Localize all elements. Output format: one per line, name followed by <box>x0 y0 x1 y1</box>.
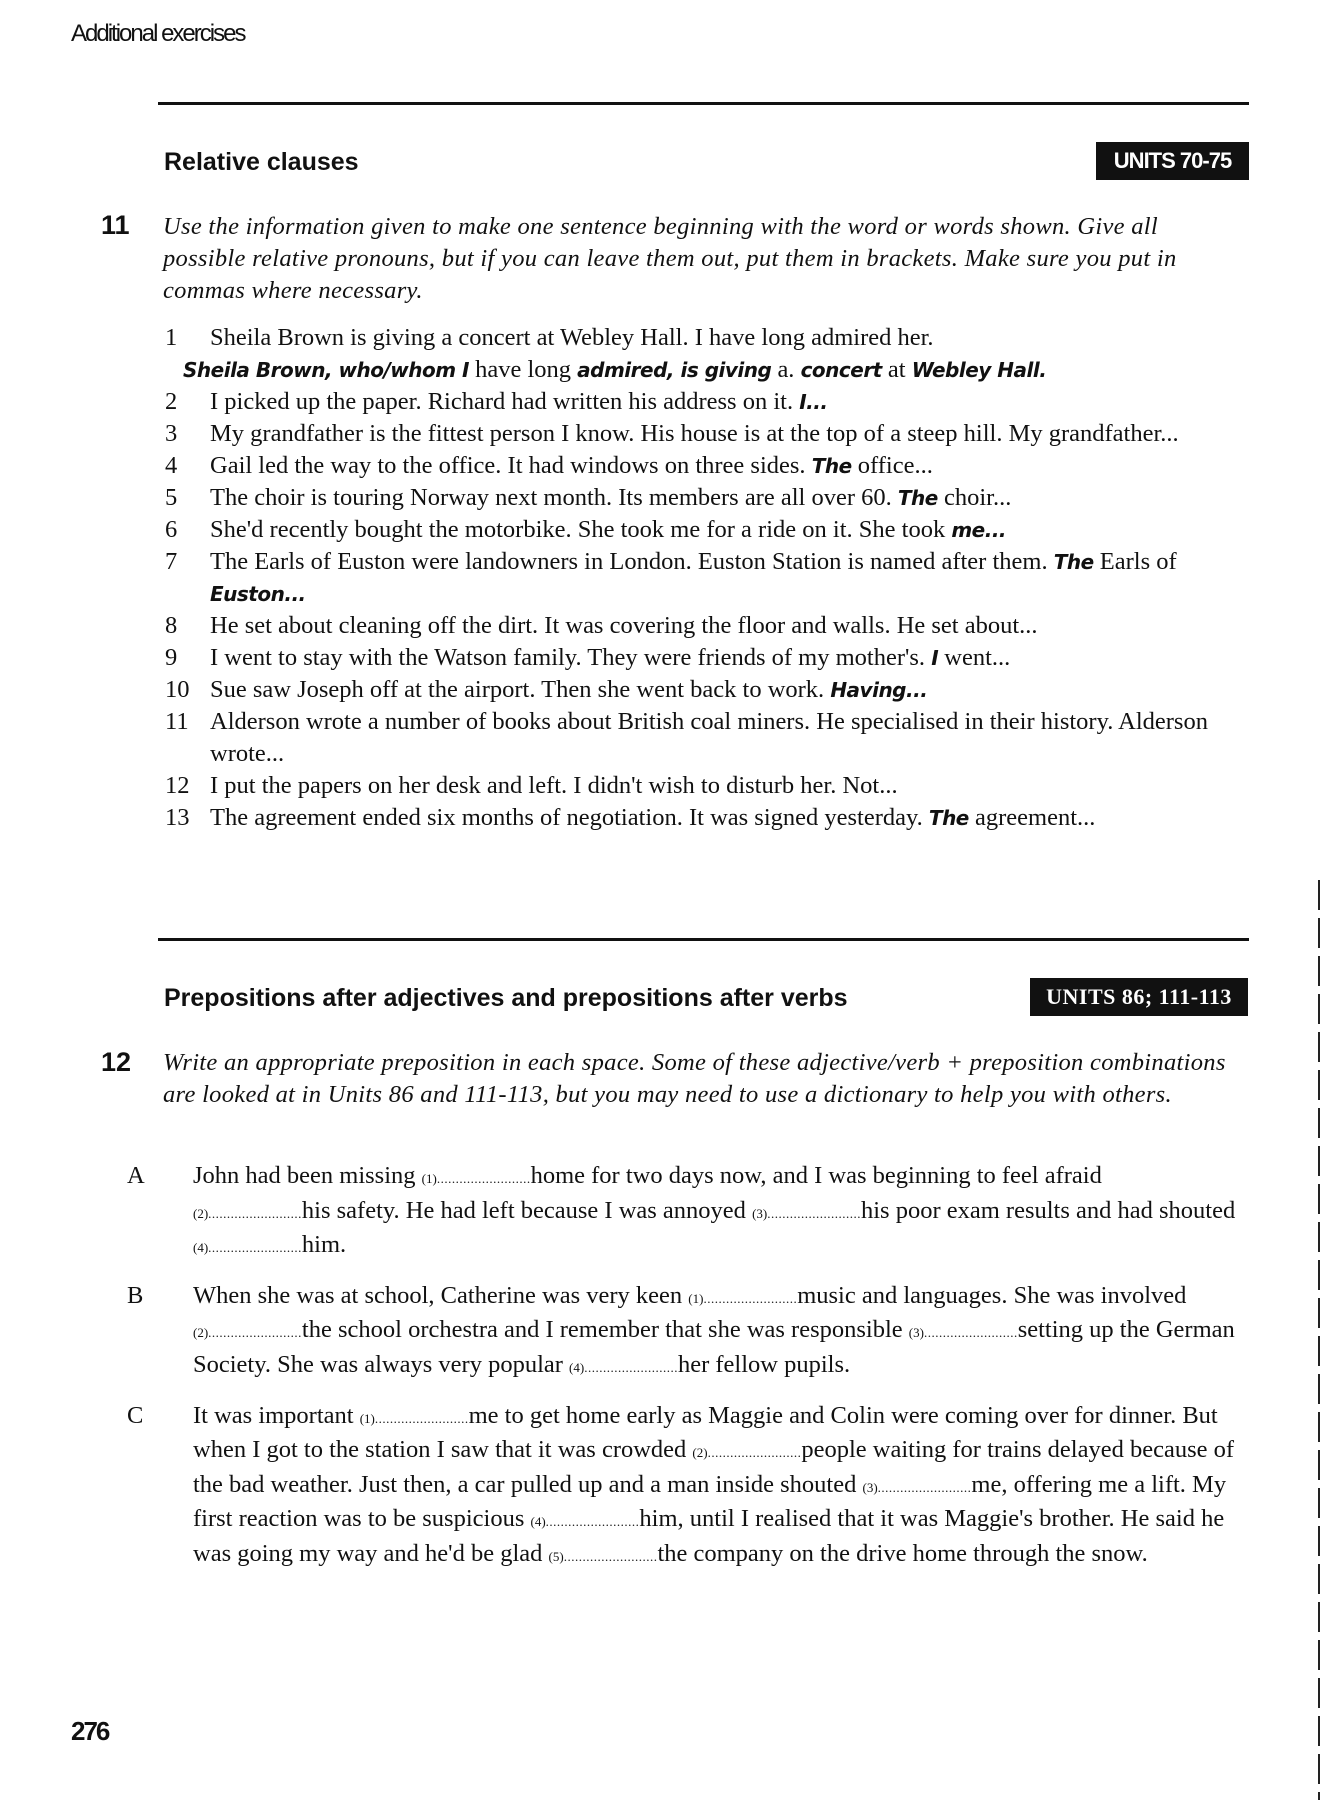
handwritten-text: I... <box>799 390 828 414</box>
exercise-items <box>165 322 1255 834</box>
text-segment: me, offering me a lift. My first reaction was to be suspicious <box>193 1470 1227 1533</box>
exercise-item <box>165 674 1255 706</box>
handwritten-text: admired, is giving <box>577 358 772 382</box>
text-segment: him. <box>301 1231 347 1259</box>
blank-dots: ......................... <box>584 1359 678 1375</box>
answer-blank[interactable] <box>531 1514 640 1529</box>
paragraph-label: A <box>127 1162 145 1189</box>
text-segment: home for two days now, and I was beginning to feel afraid <box>530 1162 1102 1189</box>
text-segment: me to get home early as Maggie and Colin were coming over for dinner. But when I got to the station I saw that it was crowded <box>193 1401 1218 1464</box>
blank-number: (3) <box>862 1479 878 1495</box>
exercise-item <box>165 610 1255 642</box>
section-divider <box>158 102 1249 105</box>
item-number: 1 <box>165 324 178 351</box>
blank-number: (1) <box>359 1410 375 1426</box>
handwritten-text: The <box>811 454 852 478</box>
blank-dots: ......................... <box>545 1514 640 1530</box>
blank-dots: ......................... <box>923 1325 1018 1341</box>
text-segment: him, until I realised that it was Maggie's brother. He said he was going my way and he'd be glad <box>193 1505 1225 1567</box>
handwritten-text: The <box>897 486 938 510</box>
blank-number: (1) <box>688 1290 704 1306</box>
blank-dots: ......................... <box>436 1171 531 1186</box>
blank-dots: ......................... <box>208 1325 302 1341</box>
page-number: 276 <box>71 1716 109 1746</box>
blank-number: (2) <box>692 1445 708 1461</box>
exercise-item <box>165 322 1255 354</box>
text-segment: John had been missing <box>193 1162 422 1189</box>
text-segment: It was important <box>193 1401 360 1429</box>
text-segment: the school orchestra and I remember that she was responsible <box>301 1316 909 1344</box>
text-segment: Sue saw Joseph off at the airport. Then she went back to work. <box>210 676 831 703</box>
example-answer <box>165 354 1255 386</box>
answer-blank[interactable] <box>862 1480 971 1495</box>
exercise-item <box>165 642 1255 674</box>
paragraph-label: C <box>127 1401 144 1429</box>
item-text <box>210 450 933 482</box>
text-segment: I went to stay with the Watson family. They were friends of my mother's. <box>210 644 932 671</box>
blank-number: (1) <box>421 1171 437 1186</box>
blank-dots: ......................... <box>208 1240 302 1256</box>
item-text <box>210 706 1255 770</box>
blank-number: (2) <box>193 1325 209 1341</box>
text-segment: choir... <box>937 484 1012 511</box>
item-number: 12 <box>165 772 190 799</box>
text-segment: The agreement ended six months of negotiation. It was signed yesterday. <box>210 804 929 831</box>
item-number: 13 <box>165 804 190 831</box>
blank-dots: ......................... <box>767 1205 861 1221</box>
answer-blank[interactable] <box>752 1206 861 1221</box>
answer-blank[interactable] <box>692 1445 801 1460</box>
text-segment: She'd recently bought the motorbike. She took me for a ride on it. She took <box>210 516 952 543</box>
section-divider <box>158 938 1249 941</box>
item-number: 4 <box>165 452 178 479</box>
section-title-relative-clauses: Relative clauses <box>164 148 359 176</box>
text-segment: the company on the drive home through the snow. <box>657 1539 1148 1567</box>
text-segment: agreement... <box>968 804 1096 831</box>
item-text <box>210 770 898 802</box>
answer-blank[interactable] <box>549 1549 658 1564</box>
blank-number: (3) <box>908 1325 924 1341</box>
item-text <box>210 642 1010 674</box>
exercise-item <box>165 418 1255 450</box>
gap-fill-paragraph <box>127 1280 1240 1384</box>
exercise-item <box>165 450 1255 482</box>
text-segment: at <box>881 356 912 383</box>
exercise-item <box>165 514 1255 546</box>
text-segment: My grandfather is the fittest person I know. His house is at the top of a steep hill. My grandfather... <box>210 420 1179 447</box>
blank-dots: ......................... <box>707 1445 802 1461</box>
units-badge: UNITS 70-75 <box>1096 142 1249 180</box>
text-segment: Alderson wrote a number of books about British coal miners. He specialised in their history. Alderson wrote... <box>210 708 1208 767</box>
handwritten-text: Webley Hall. <box>911 358 1047 382</box>
text-segment: Earls of <box>1093 548 1177 575</box>
text-segment: went... <box>938 644 1011 671</box>
item-text <box>210 418 1179 450</box>
units-badge: UNITS 86; 111-113 <box>1030 978 1248 1016</box>
text-segment: The choir is touring Norway next month. Its members are all over 60. <box>210 484 898 511</box>
blank-dots: ......................... <box>703 1290 798 1306</box>
blank-dots: ......................... <box>877 1479 972 1495</box>
handwritten-text: concert <box>800 358 882 382</box>
handwritten-text: Having... <box>830 678 928 702</box>
item-number: 7 <box>165 548 178 575</box>
blank-dots: ......................... <box>374 1410 469 1426</box>
running-head: Additional exercises <box>71 20 245 47</box>
exercise-item <box>165 706 1255 770</box>
answer-blank[interactable] <box>193 1325 302 1340</box>
answer-blank[interactable] <box>422 1171 531 1186</box>
answer-blank[interactable] <box>569 1360 678 1375</box>
section-title-prepositions: Prepositions after adjectives and prepositions after verbs <box>164 984 848 1012</box>
text-segment: music and languages. She was involved <box>797 1281 1187 1309</box>
text-segment: people waiting for trains delayed because of the bad weather. Just then, a car pulled up and a man inside shouted <box>193 1436 1235 1498</box>
item-number: 5 <box>165 484 178 511</box>
exercise-item <box>165 770 1255 802</box>
item-number: 6 <box>165 516 178 543</box>
blank-dots: ......................... <box>208 1205 302 1221</box>
item-text <box>210 610 1038 642</box>
answer-blank[interactable] <box>193 1206 302 1221</box>
item-text <box>210 482 1011 514</box>
exercise-number: 12 <box>101 1047 132 1077</box>
exercise-number: 11 <box>101 210 130 240</box>
text-segment: He set about cleaning off the dirt. It was covering the floor and walls. He set about... <box>210 612 1038 639</box>
text-segment: setting up the German Society. She was always very popular <box>193 1316 1235 1378</box>
blank-number: (5) <box>548 1548 564 1564</box>
text-segment: I picked up the paper. Richard had written his address on it. <box>210 388 800 415</box>
item-number: 8 <box>165 612 178 639</box>
answer-blank[interactable] <box>193 1240 302 1255</box>
exercise-instructions: Write an appropriate preposition in each space. Some of these adjective/verb + preposition combinations are looked at in Units 86 and 111-113, but you may need to use a dictionary to help you with others. <box>163 1049 1226 1108</box>
gap-fill-paragraph <box>127 1400 1240 1573</box>
text-segment: The Earls of Euston were landowners in London. Euston Station is named after them. <box>210 548 1054 575</box>
gap-fill-paragraphs <box>127 1160 1240 1589</box>
text-segment: Sheila Brown is giving a concert at Webley Hall. I have long admired her. <box>210 324 934 351</box>
exercise-item <box>165 802 1255 834</box>
item-text <box>210 674 927 706</box>
item-number: 3 <box>165 420 178 447</box>
blank-number: (4) <box>569 1359 585 1375</box>
blank-dots: ......................... <box>563 1548 658 1564</box>
text-segment: I put the papers on her desk and left. I didn't wish to disturb her. Not... <box>210 772 898 799</box>
item-text <box>210 386 827 418</box>
handwritten-text: Sheila Brown, who/whom I <box>183 358 469 382</box>
item-text <box>210 514 1006 546</box>
text-segment: have long <box>468 356 578 383</box>
handwritten-text: I <box>931 646 939 670</box>
answer-blank[interactable] <box>688 1291 797 1306</box>
exercise-item <box>165 546 1255 610</box>
blank-number: (4) <box>193 1240 209 1256</box>
item-text <box>210 322 934 354</box>
blank-number: (3) <box>752 1205 768 1221</box>
handwritten-text: The <box>928 806 969 830</box>
text-segment: his poor exam results and had shouted <box>860 1196 1236 1224</box>
blank-number: (2) <box>193 1205 209 1221</box>
exercise-instructions: Use the information given to make one sentence beginning with the word or words shown. Give all possible relative pronouns, but if you can leave them out, put them in brackets. Make sure you put in commas where necessary. <box>163 213 1177 304</box>
handwritten-text: The <box>1053 550 1094 574</box>
exercise-item <box>165 482 1255 514</box>
answer-blank[interactable] <box>909 1325 1018 1340</box>
item-text <box>210 546 1255 610</box>
answer-blank[interactable] <box>360 1411 469 1426</box>
text-segment: When she was at school, Catherine was very keen <box>193 1281 689 1309</box>
exercise-item <box>165 386 1255 418</box>
text-segment: office... <box>851 452 933 479</box>
item-number: 11 <box>165 708 189 735</box>
item-number: 9 <box>165 644 178 671</box>
handwritten-text: me... <box>951 518 1007 542</box>
handwritten-text: Euston... <box>210 582 306 606</box>
text-segment: a. <box>771 356 801 383</box>
text-segment: her fellow pupils. <box>677 1350 851 1378</box>
item-text <box>210 802 1095 834</box>
paragraph-label: B <box>127 1281 144 1309</box>
text-segment: Gail led the way to the office. It had windows on three sides. <box>210 452 812 479</box>
blank-number: (4) <box>530 1514 546 1530</box>
text-segment: his safety. He had left because I was annoyed <box>301 1196 753 1224</box>
item-number: 2 <box>165 388 178 415</box>
item-number: 10 <box>165 676 190 703</box>
gap-fill-paragraph <box>127 1160 1240 1264</box>
page-edge-shadow <box>1318 880 1320 1800</box>
